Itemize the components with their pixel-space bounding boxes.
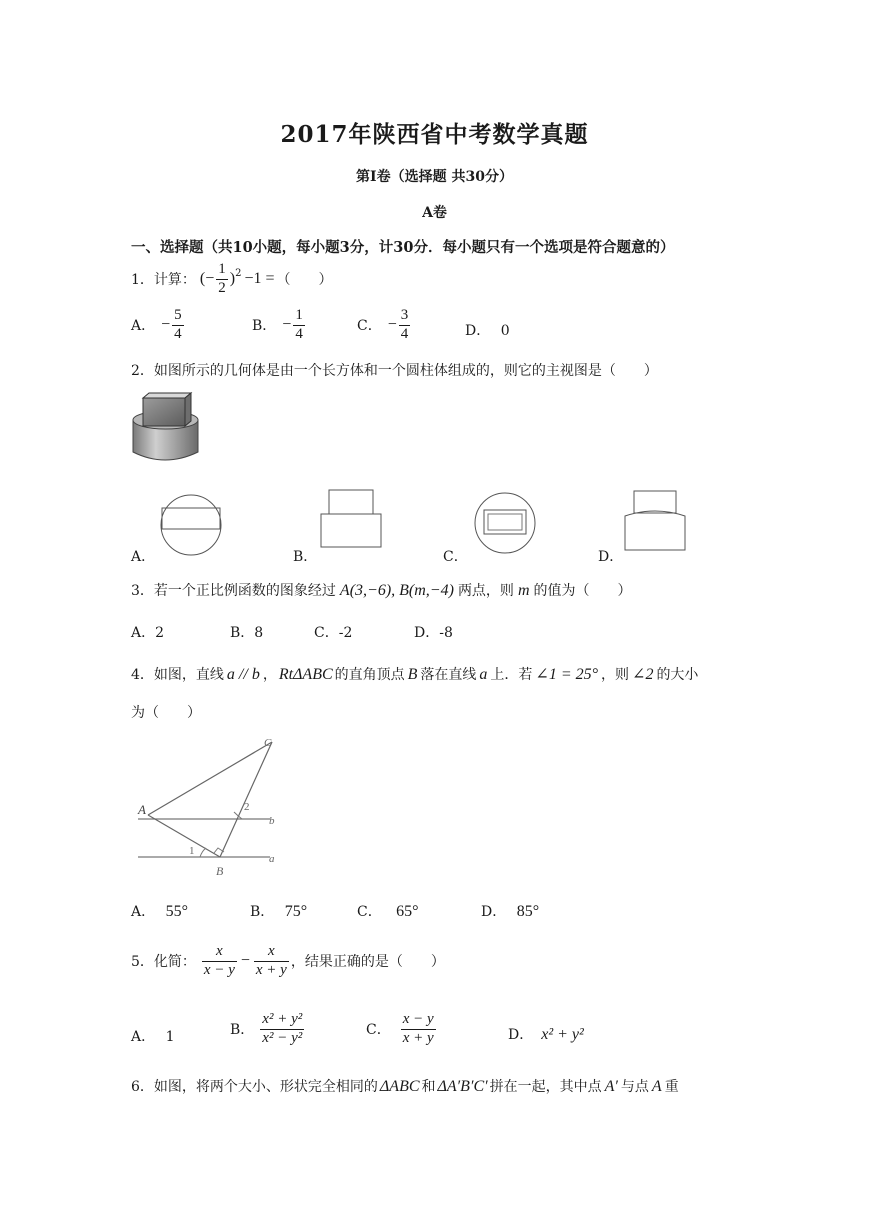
q4-math-triangle: RtΔABC <box>278 666 333 683</box>
q4-option-a-value: 55° <box>165 903 188 920</box>
q4-math-b: B <box>407 666 418 683</box>
q5-f1-num: x <box>216 943 223 959</box>
q5-option-c-frac <box>401 1012 436 1047</box>
q5-option-d-value: x² + y² <box>541 1026 584 1043</box>
part-label: A卷 <box>422 205 447 221</box>
q4-text-e: 上．若 <box>490 667 533 683</box>
q6-pre: 6．如图，将两个大小、形状完全相同的 <box>131 1079 378 1095</box>
q5-option-a[interactable] <box>131 1026 175 1046</box>
q2-option-a-figure <box>158 488 224 560</box>
q4-label-b-point: B <box>216 864 224 878</box>
q2-option-c-figure <box>472 488 538 560</box>
q4-option-c-label: C． <box>357 904 382 920</box>
q3-post: 的值为（ ） <box>533 583 632 599</box>
q5-option-d[interactable] <box>508 1024 584 1044</box>
q1-option-b-label: B． <box>252 318 277 335</box>
q1-option-b[interactable] <box>252 308 307 343</box>
q1-option-c[interactable] <box>357 308 412 343</box>
q1-frac-num: 1 <box>218 261 226 277</box>
question-4-line-1 <box>131 664 698 684</box>
paper-subtitle: 第Ⅰ卷（选择题 共30分） <box>356 169 513 185</box>
q3-var: m <box>517 582 530 599</box>
q5-option-b-num: x² + y² <box>262 1011 303 1027</box>
q2-option-b[interactable]: B． <box>293 549 318 565</box>
q4-label-a-line: a <box>269 853 275 865</box>
section-heading: 一、选择题（共10小题，每小题3分，计30分．每小题只有一个选项是符合题意的） <box>131 239 675 256</box>
q2-option-a[interactable]: A． <box>131 549 156 565</box>
q4-figure <box>134 732 284 882</box>
q4-option-b-label: B． <box>250 904 275 920</box>
q5-option-b-den: x² − y² <box>262 1029 303 1046</box>
q6-mid-1: 和 <box>421 1079 436 1095</box>
q4-text-a: 4．如图，直线 <box>131 667 224 683</box>
q1-number: 1．计算： <box>131 272 196 289</box>
q4-label-b-line: b <box>269 815 275 827</box>
page-title: 2017年陕西省中考数学真题 <box>280 121 589 148</box>
question-1 <box>131 262 333 297</box>
q5-fraction-2 <box>254 944 289 979</box>
q6-math-4: A <box>651 1078 662 1095</box>
q1-option-c-label: C． <box>357 318 382 335</box>
q1-option-d-text: 0 <box>500 323 510 339</box>
q4-option-d-label: D． <box>481 904 507 920</box>
q4-label-c: C <box>264 737 272 749</box>
q4-option-b[interactable] <box>250 901 307 921</box>
question-2: 2．如图所示的几何体是由一个长方体和一个圆柱体组成的，则它的主视图是（ ） <box>131 363 658 379</box>
q4-math-angle1: ∠1 = 25° <box>535 666 599 683</box>
q4-option-b-value: 75° <box>284 903 308 920</box>
q6-math-3: A′ <box>604 1078 618 1095</box>
q4-math-angle2: ∠2 <box>632 666 654 683</box>
q4-math-parallel: a // b <box>226 666 260 683</box>
q5-number: 5．化简： <box>131 954 196 971</box>
q4-label-angle-2: 2 <box>244 801 250 813</box>
q2-option-d-figure <box>622 488 688 554</box>
q5-fraction-1 <box>202 944 237 979</box>
q2-solid-figure <box>130 390 202 466</box>
q4-text-c: 的直角顶点 <box>334 667 405 683</box>
q5-option-c-num: x − y <box>402 1011 434 1027</box>
q4-option-a[interactable] <box>131 901 188 921</box>
q1-option-b-sign: − <box>282 316 292 334</box>
q1-option-a-frac <box>172 308 184 343</box>
q1-option-a-sign: − <box>161 316 171 334</box>
q1-option-b-den: 4 <box>295 325 303 342</box>
q5-f2-den: x + y <box>255 961 287 978</box>
q1-option-c-den: 4 <box>400 325 409 342</box>
q3-pre: 3．若一个正比例函数的图象经过 <box>131 583 336 599</box>
q3-option-b[interactable]: B．8 <box>230 625 264 641</box>
q6-post: 重 <box>664 1079 679 1095</box>
q5-option-d-label: D． <box>508 1027 534 1043</box>
q6-math-2: ΔA′B′C′ <box>437 1078 488 1095</box>
question-4-line-2: 为（ ） <box>131 705 201 721</box>
q4-option-a-label: A． <box>131 904 156 920</box>
q5-option-a-value: 1 <box>165 1029 175 1045</box>
q3-math: A(3,−6), B(m,−4) <box>339 582 454 599</box>
q5-option-b-frac <box>260 1012 304 1047</box>
q1-option-c-num: 3 <box>400 307 409 323</box>
q3-option-c[interactable]: C．-2 <box>314 625 353 641</box>
q1-option-c-frac <box>399 308 411 343</box>
q1-close: ) <box>229 270 236 288</box>
q4-text-d: 落在直线 <box>420 667 477 683</box>
q1-option-a-label: A． <box>131 318 156 335</box>
question-6 <box>131 1076 679 1096</box>
q1-option-a-num: 5 <box>174 307 182 323</box>
q4-option-c-value: 65° <box>396 903 419 920</box>
q4-option-d-value: 85° <box>516 903 540 920</box>
q1-option-a-den: 4 <box>174 325 182 342</box>
q2-option-b-figure <box>318 488 384 550</box>
q1-bracket: （ ） <box>276 272 333 289</box>
q4-label-angle-1: 1 <box>189 845 195 857</box>
q5-f1-den: x − y <box>203 961 235 978</box>
q4-text-b: ， <box>262 667 277 683</box>
q5-option-b[interactable] <box>230 1012 306 1047</box>
q5-option-c-den: x + y <box>402 1029 434 1046</box>
q5-option-a-label: A． <box>131 1029 156 1045</box>
q5-post: ，结果正确的是（ ） <box>290 954 445 971</box>
q1-option-b-num: 1 <box>295 307 303 323</box>
q3-mid: 两点，则 <box>457 583 514 599</box>
q1-fraction <box>216 262 228 297</box>
q3-option-d[interactable]: D．-8 <box>414 625 453 641</box>
q1-option-d-label: D． <box>465 323 491 339</box>
q4-text-f: ，则 <box>601 667 630 683</box>
q2-option-d[interactable]: D． <box>598 549 624 565</box>
q4-label-a-point: A <box>138 802 146 817</box>
q4-option-d[interactable] <box>481 901 539 921</box>
q1-option-a[interactable] <box>131 308 186 343</box>
q5-f2-num: x <box>268 943 275 959</box>
q5-option-b-label: B． <box>230 1022 255 1039</box>
q4-text-g: 的大小 <box>656 667 699 683</box>
q5-minus: − <box>240 952 250 970</box>
q1-option-b-frac <box>293 308 305 343</box>
q6-math-1: ΔABC <box>379 1078 420 1095</box>
q5-option-c-label: C． <box>366 1022 391 1039</box>
q2-option-c[interactable]: C． <box>443 549 468 565</box>
question-5 <box>131 944 445 979</box>
q1-exponent: 2 <box>235 268 242 279</box>
q1-frac-den: 2 <box>218 279 226 296</box>
q1-tail: −1 = <box>244 270 275 288</box>
q4-option-c[interactable] <box>357 901 419 921</box>
q3-option-a[interactable]: A．2 <box>131 625 165 641</box>
q5-option-c[interactable] <box>366 1012 438 1047</box>
q6-mid-2: 拼在一起，其中点 <box>489 1079 602 1095</box>
q4-math-a: a <box>479 666 488 683</box>
question-3 <box>131 580 632 600</box>
q1-option-d[interactable] <box>465 320 510 340</box>
q1-option-c-sign: − <box>387 316 397 334</box>
q1-open: (− <box>199 270 215 288</box>
q6-mid-3: 与点 <box>620 1079 649 1095</box>
